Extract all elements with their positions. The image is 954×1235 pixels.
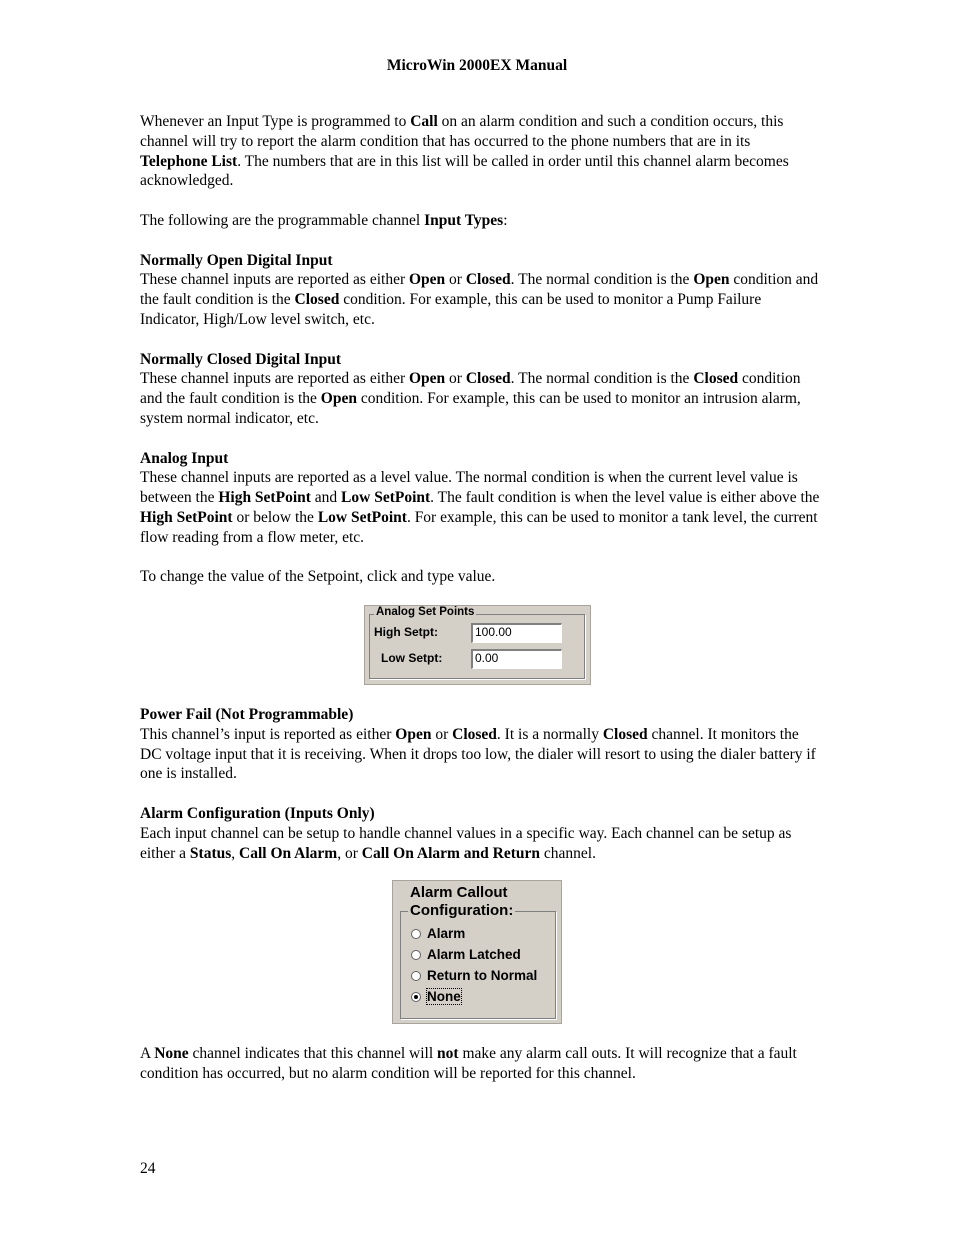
page-number: 24 [140, 1160, 156, 1177]
input-types-intro: The following are the programmable channel Input Types: [140, 211, 508, 229]
radio-option-alarm[interactable] [411, 926, 465, 941]
alarm-configuration-heading: Alarm Configuration (Inputs Only) [140, 804, 375, 822]
radio-label: Return to Normal [427, 968, 538, 983]
radio-option-none[interactable] [411, 989, 461, 1004]
analog-input-paragraph: These channel inputs are reported as a level value. The normal condition is when the current level value is between the High SetPoint and Low SetPoint. The fault condition is when the level value is either above the High SetPoint or below the Low SetPoint. For example, this can be used to monitor a tank level, the current flow reading from a flow meter, etc. [140, 469, 820, 546]
radio-button-icon[interactable] [411, 971, 421, 981]
radio-option-return-to-normal[interactable] [411, 968, 537, 983]
normally-closed-paragraph: These channel inputs are reported as either Open or Closed. The normal condition is the Closed condition and the fault condition is the Open condition. For example, this can be used to monitor an intrusion alarm, system normal indicator, etc. [140, 370, 801, 427]
alarm-callout-legend-line2: Configuration: [410, 902, 514, 919]
document-body-end [140, 1044, 820, 1084]
document-body [140, 112, 820, 587]
normally-open-paragraph: These channel inputs are reported as either Open or Closed. The normal condition is the Open condition and the fault condition is the Closed condition. For example, this can be used to monitor a Pump Failure Indicator, High/Low level switch, etc. [140, 271, 819, 328]
high-setpoint-label: High Setpt: [374, 625, 438, 639]
power-fail-paragraph: This channel’s input is reported as either Open or Closed. It is a normally Closed channel. It monitors the DC voltage input that it is receiving. When it drops too low, the dialer will resort to using the dialer battery if one is installed. [140, 725, 816, 783]
none-channel-paragraph: A None channel indicates that this channel will not make any alarm call outs. It will recognize that a fault condition has occurred, but no alarm condition will be reported for this channel. [140, 1045, 797, 1082]
radio-label: Alarm [427, 926, 466, 941]
radio-label: None [427, 989, 461, 1004]
low-setpoint-label: Low Setpt: [381, 651, 443, 665]
normally-closed-heading: Normally Closed Digital Input [140, 350, 342, 368]
analog-set-points-legend: Analog Set Points [376, 606, 475, 618]
intro-paragraph: Whenever an Input Type is programmed to Call on an alarm condition and such a condition occurs, this channel will try to report the alarm condition that has occurred to the phone numbers that are in its Telephone List. The numbers that are in this list will be called in order until this channel alarm becomes acknowledged. [140, 113, 789, 190]
setpoint-change-instruction: To change the value of the Setpoint, click and type value. [140, 568, 496, 586]
radio-button-icon[interactable] [411, 929, 421, 939]
radio-option-alarm-latched[interactable] [411, 947, 521, 962]
analog-input-heading: Analog Input [140, 449, 229, 467]
high-setpoint-input[interactable]: 100.00 [471, 623, 562, 643]
radio-label: Alarm Latched [427, 947, 521, 962]
normally-open-heading: Normally Open Digital Input [140, 251, 333, 269]
radio-button-selected-icon[interactable] [411, 992, 421, 1002]
alarm-configuration-paragraph: Each input channel can be setup to handle channel values in a specific way. Each channel can be setup as either a Status, Call On Alarm, or Call On Alarm and Return channel. [140, 824, 792, 862]
alarm-callout-legend-line1: Alarm Callout [410, 884, 508, 901]
radio-button-icon[interactable] [411, 950, 421, 960]
page-header-title: MicroWin 2000EX Manual [386, 57, 568, 74]
low-setpoint-input[interactable]: 0.00 [471, 649, 562, 669]
power-fail-heading: Power Fail (Not Programmable) [140, 706, 354, 723]
analog-set-points-panel [364, 605, 591, 685]
alarm-callout-legend [408, 884, 515, 920]
alarm-callout-panel [392, 880, 562, 1024]
document-body-continued [140, 705, 820, 863]
